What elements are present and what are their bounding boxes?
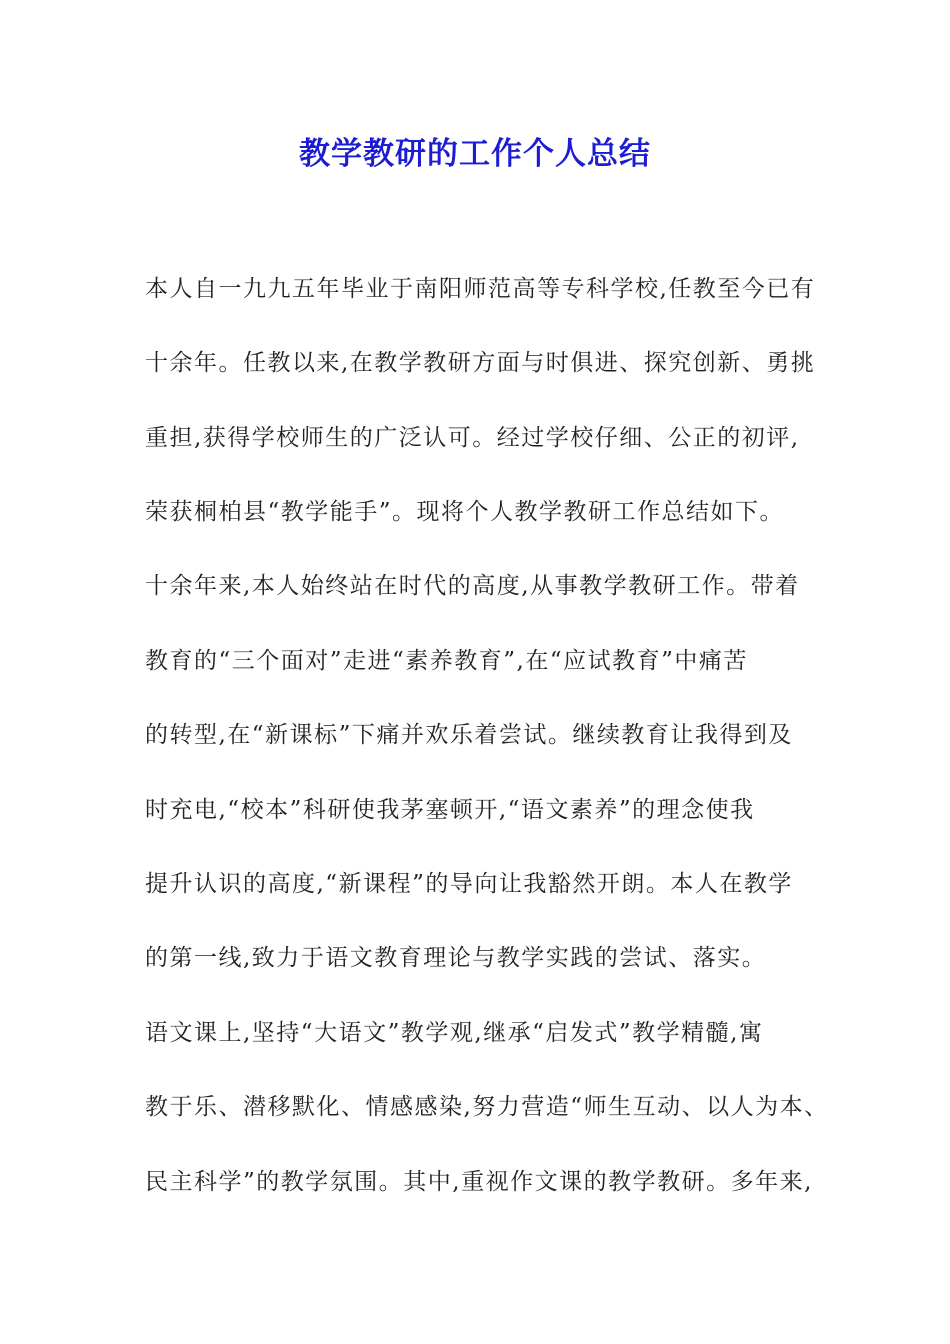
body-line-8: 时充电,“校本”科研使我茅塞顿开,“语文素养”的理念使我	[145, 797, 755, 823]
document-title: 教学教研的工作个人总结	[299, 136, 651, 172]
body-line-6: 教育的“三个面对”走进“素养教育”,在“应试教育”中痛苦	[145, 648, 748, 674]
body-line-4: 荣获桐柏县“教学能手”。现将个人教学教研工作总结如下。	[145, 499, 785, 525]
body-line-10: 的第一线,致力于语文教育理论与教学实践的尝试、落实。	[145, 945, 767, 971]
body-line-9: 提升认识的高度,“新课程”的导向让我豁然开朗。本人在教学	[145, 871, 793, 897]
body-line-2: 十余年。任教以来,在教学教研方面与时俱进、探究创新、勇挑	[145, 350, 816, 376]
body-line-5: 十余年来,本人始终站在时代的高度,从事教学教研工作。带着	[145, 573, 800, 599]
body-line-7: 的转型,在“新课标”下痛并欢乐着尝试。继续教育让我得到及	[145, 722, 793, 748]
body-line-13: 民主科学”的教学氛围。其中,重视作文课的教学教研。多年来,	[145, 1169, 813, 1195]
body-line-12: 教于乐、潜移默化、情感感染,努力营造“师生互动、以人为本、	[145, 1094, 829, 1120]
body-line-1: 本人自一九九五年毕业于南阳师范高等专科学校,任教至今已有	[145, 276, 816, 302]
body-line-3: 重担,获得学校师生的广泛认可。经过学校仔细、公正的初评,	[145, 425, 800, 451]
body-line-11: 语文课上,坚持“大语文”教学观,继承“启发式”教学精髓,寓	[145, 1020, 764, 1046]
